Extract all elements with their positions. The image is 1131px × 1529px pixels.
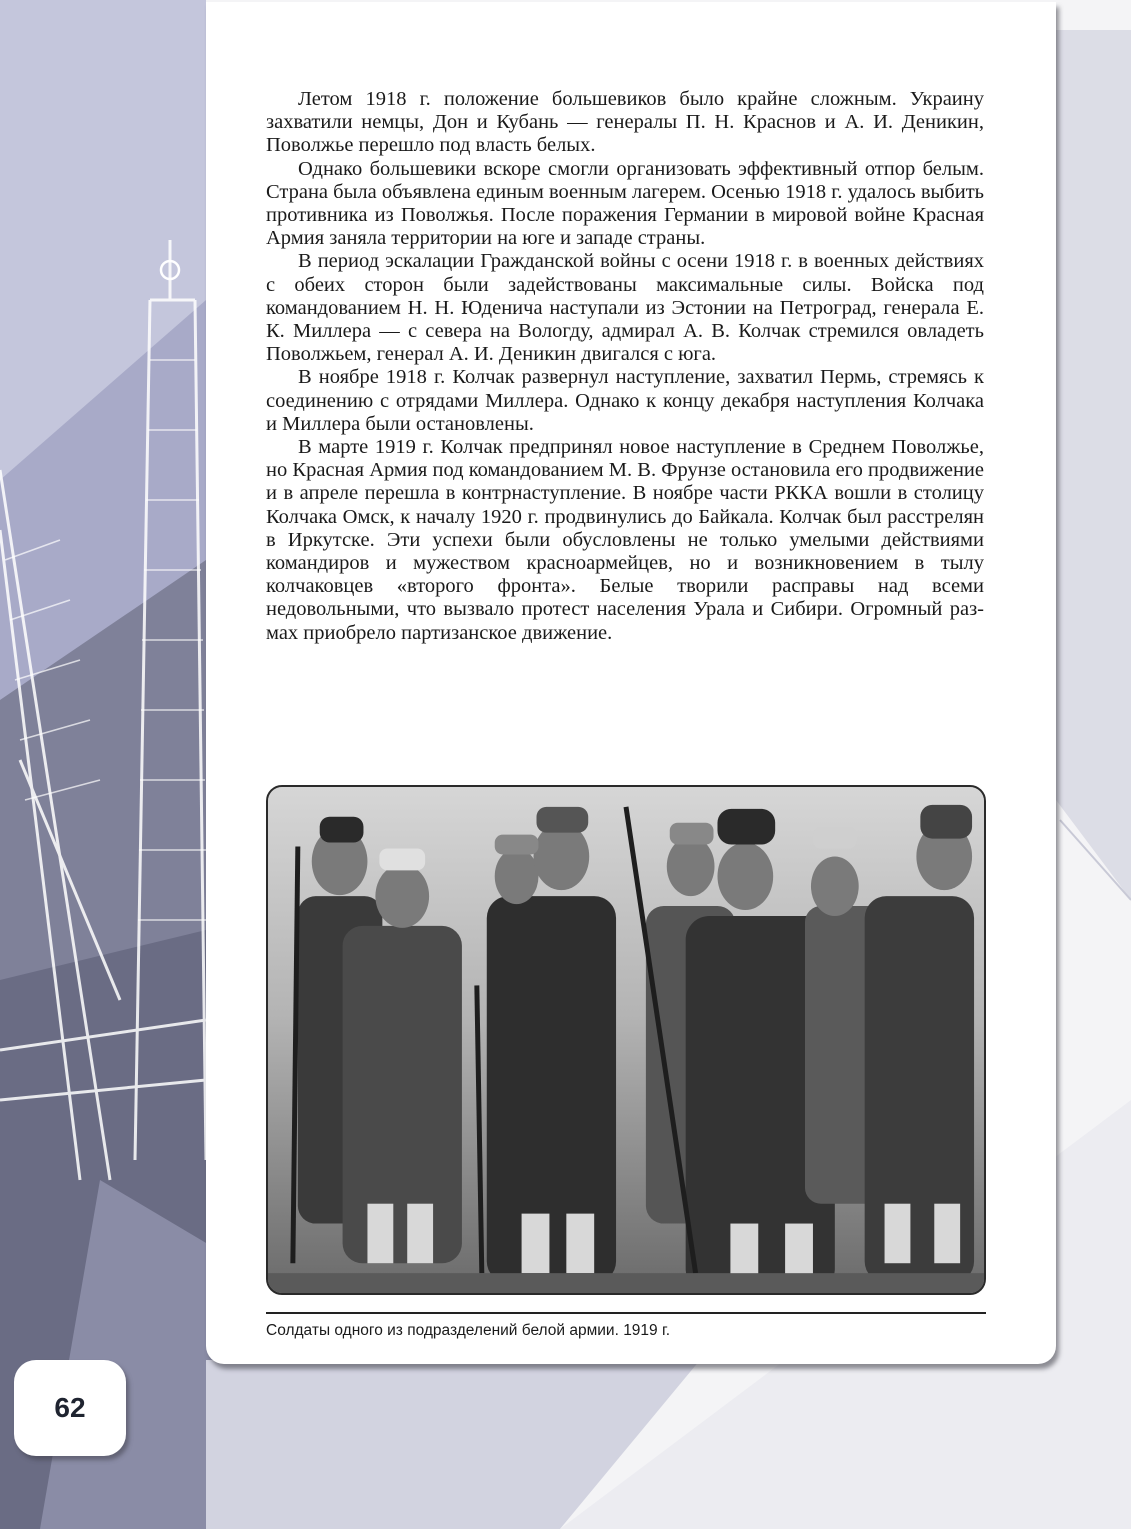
paragraph: Летом 1918 г. положение большевиков было крайне сложным. Украину захватили немцы, Дон и Кубань — генералы П. Н. Краснов и А. И. Деникин, Поволжье перешло под власть белых. — [266, 88, 984, 157]
page-number: 62 — [14, 1360, 126, 1456]
paragraph: В ноябре 1918 г. Колчак развернул наступление, захватил Пермь, стремясь к соединению с отрядами Миллера. Однако к концу декабря наступления Колчака и Миллера были остановлены. — [266, 366, 984, 435]
paragraph: В период эскалации Гражданской войны с осени 1918 г. в военных действиях с обеих сторон были задействованы максимальные силы. Войска под командованием Н. Н. Юденича наступали из Эстонии на Петроград, генерала Е. К. Миллера — с севера на Вологду, адмирал А. В. Колчак стремился овладеть Поволжьем, генерал А. И. Деникин двигался с юга. — [266, 250, 984, 366]
paragraph: В марте 1919 г. Колчак предпринял новое наступление в Среднем Поволжье, но Красная Армия под командованием М. В. Фрунзе остановила его продвижение и в апреле перешла в контрнаступление. В ноябре части РККА вошли в столицу Колчака Омск, к началу 1920 г. продвинулись до Байкала. Колчак был расстрелян в Иркутске. Эти успехи были обусловлены не только умелыми действиями командиров и мужеством красноармейцев, но и возникновением в тылу колчаковцев «второго фронта». Белые творили расправы над всеми недовольными, что вызвало протест населения Урала и Сибири. Огромный размах приобрело партизанское движение. — [266, 436, 984, 644]
photo-caption: Солдаты одного из подразделений белой армии. 1919 г. — [266, 1322, 671, 1339]
body-text — [266, 88, 984, 645]
paragraph: Однако большевики вскоре смогли организовать эффективный отпор белым. Страна была объявлена единым военным лагерем. Осенью 1918 г. удалось выбить противника из Поволжья. После поражения Германии в мировой войне Красная Армия заняла территории на юге и западе страны. — [266, 157, 984, 250]
soldiers-photo — [266, 785, 986, 1295]
caption-rule — [266, 1312, 986, 1314]
